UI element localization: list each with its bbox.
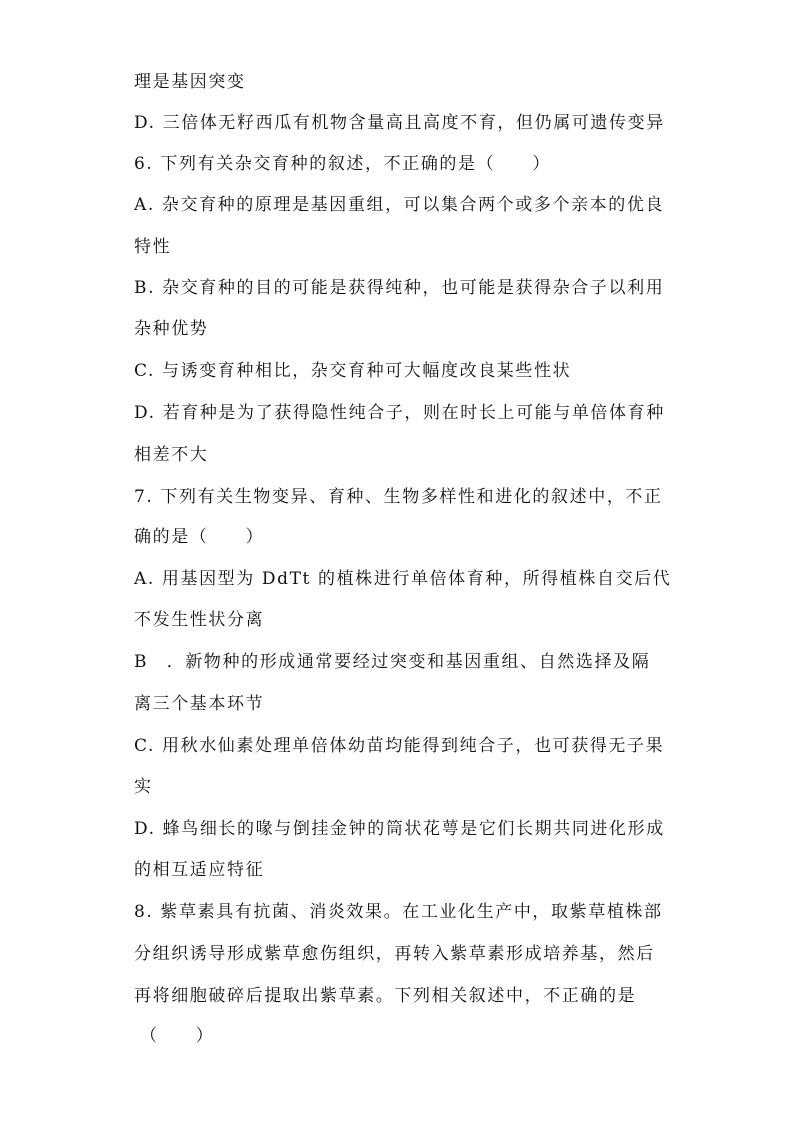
question-8-stem-line3: 再将细胞破碎后提取出紫草素。下列相关叙述中，不正确的是 (134, 986, 637, 1006)
text-line-1: 理是基因突变 (134, 72, 246, 92)
option-c-q7: C. 用秋水仙素处理单倍体幼苗均能得到纯合子，也可获得无子果 (134, 736, 665, 756)
question-7-stem-cont: 确的是（ ） (134, 527, 265, 547)
option-a-q6-cont: 特性 (134, 237, 172, 257)
option-d-q7-cont: 的相互适应特征 (134, 860, 265, 880)
question-8-answer-blank: （ ） (140, 1026, 215, 1046)
option-d-q5: D. 三倍体无籽西瓜有机物含量高且高度不育，但仍属可遗传变异 (134, 113, 665, 133)
option-d-q6: D. 若育种是为了获得隐性纯合子，则在时长上可能与单倍体育种 (134, 403, 665, 423)
option-a-q7: A. 用基因型为 DdTt 的植株进行单倍体育种，所得植株自交后代 (134, 569, 672, 589)
question-6-stem: 6. 下列有关杂交育种的叙述，不正确的是（ ） (134, 154, 552, 174)
question-8-stem: 8. 紫草素具有抗菌、消炎效果。在工业化生产中，取紫草植株部 (134, 902, 663, 922)
option-b-q7: B ．新物种的形成通常要经过突变和基因重组、自然选择及隔 (134, 652, 651, 672)
option-b-q6-cont: 杂种优势 (134, 319, 209, 339)
option-d-q6-cont: 相差不大 (134, 445, 209, 465)
option-d-q7: D. 蜂鸟细长的喙与倒挂金钟的筒状花萼是它们长期共同进化形成 (134, 819, 665, 839)
option-b-q6: B. 杂交育种的目的可能是获得纯种，也可能是获得杂合子以利用 (134, 278, 665, 298)
option-a-q6: A. 杂交育种的原理是基因重组，可以集合两个或多个亲本的优良 (134, 195, 665, 215)
option-c-q6: C. 与诱变育种相比，杂交育种可大幅度改良某些性状 (134, 361, 572, 381)
option-c-q7-cont: 实 (134, 777, 153, 797)
option-b-q7-cont: 离三个基本环节 (134, 694, 265, 714)
option-a-q7-cont: 不发生性状分离 (134, 610, 265, 630)
question-7-stem: 7. 下列有关生物变异、育种、生物多样性和进化的叙述中，不正 (134, 487, 663, 507)
question-8-stem-line2: 分组织诱导形成紫草愈伤组织，再转入紫草素形成培养基，然后 (134, 944, 655, 964)
